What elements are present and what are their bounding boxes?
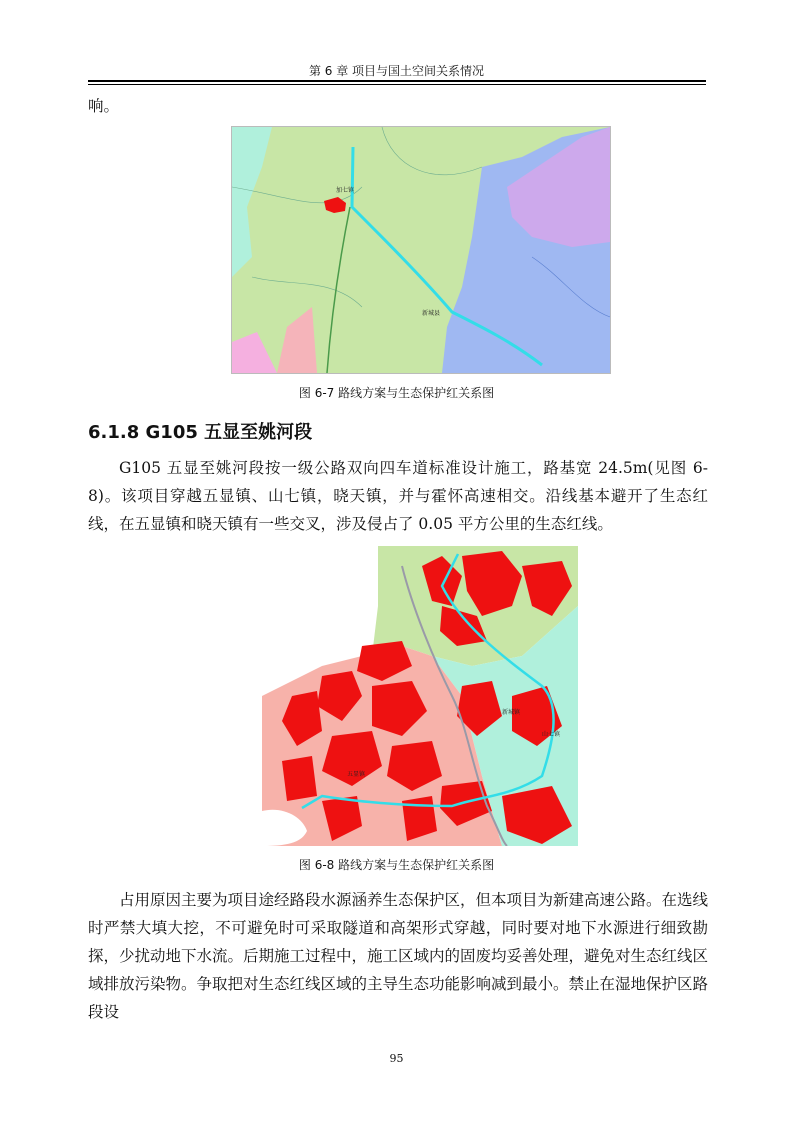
town-label-3: 五显镇 (347, 771, 366, 778)
section-paragraph: G105 五显至姚河段按一级公路双向四车道标准设计施工，路基宽 24.5m(见图 6-8)。该项目穿越五显镇、山七镇，晓天镇，并与霍怀高速相交。沿线基本避开了生态红线，在五显镇和晓天镇有一些交叉，涉及侵占了 0.05 平方公里的生态红线。 (88, 459, 708, 533)
town-label-a: 加七镇 (336, 187, 355, 194)
town-label-2: 山七镇 (542, 731, 561, 738)
town-label-1: 新城镇 (502, 709, 521, 716)
bottom-paragraph: 占用原因主要为项目途经路段水源涵养生态保护区，但本项目为新建高速公路。在选线时严禁大填大挖，不可避免时可采取隧道和高架形式穿越，同时要对地下水源进行细致勘探，少扰动地下水流。后期施工过程中，施工区域内的固废均妥善处理，避免对生态红线区域排放污染物。争取把对生态红线区域的主导生态功能影响减到最小。禁止在湿地保护区路段设 (88, 891, 709, 1021)
header-rule (88, 80, 706, 82)
page-number: 95 (389, 1052, 404, 1065)
figure-6-7-map (231, 126, 611, 374)
chapter-header: 第 6 章 项目与国土空间关系情况 (308, 64, 485, 78)
continued-text: 响。 (88, 97, 120, 115)
section-heading: 6.1.8 G105 五显至姚河段 (88, 422, 313, 443)
figure-6-8-map (262, 546, 578, 846)
town-label-b: 新城县 (422, 310, 441, 317)
figure-6-7-caption: 图 6-7 路线方案与生态保护红关系图 (298, 386, 495, 400)
header-rule-thin (88, 84, 706, 85)
figure-6-8-caption: 图 6-8 路线方案与生态保护红关系图 (298, 858, 495, 872)
